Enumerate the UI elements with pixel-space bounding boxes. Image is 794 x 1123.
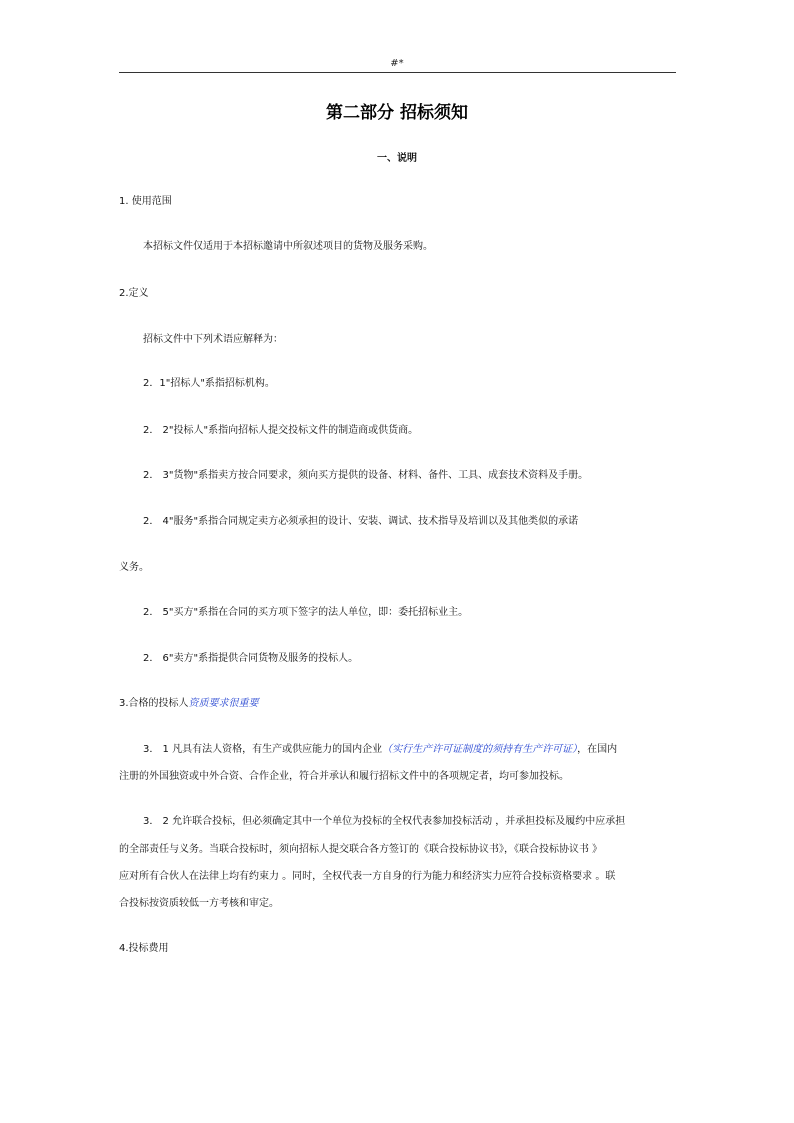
clause-3-1 — [143, 743, 617, 757]
document-title: 第二部分 招标须知 — [326, 103, 468, 123]
clause-3-heading — [119, 697, 259, 711]
clause-2-1: 2．1"招标人"系指招标机构。 — [143, 378, 275, 389]
clause-3-1-continued: 注册的外国独资或中外合资、合作企业，符合并承认和履行招标文件中的各项规定者，均可参加投标。 — [119, 771, 569, 782]
clause-2-5: 2． 5"买方"系指在合同的买方项下签字的法人单位，即：委托招标业主。 — [143, 607, 469, 618]
clause-2-intro: 招标文件中下列术语应解释为： — [143, 334, 283, 345]
header-divider — [119, 72, 676, 73]
clause-3-2-line-2: 的全部责任与义务。当联合投标时，须向招标人提交联合各方签订的《联合投标协议书》，《联合投标协议书 》 — [119, 844, 603, 855]
clause-3-2-line-1: 3． 2 允许联合投标，但必须确定其中一个单位为投标的全权代表参加投标活动 ，并承担投标及履约中应承担 — [143, 816, 626, 827]
clause-2-4-continued: 义务。 — [119, 562, 149, 573]
clause-3-2-line-3: 应对所有合伙人在法律上均有约束力 。同时，全权代表一方自身的行为能力和经济实力应符合投标资格要求 。联 — [119, 871, 616, 882]
clause-3-1-text: 3． 1 凡具有法人资格，有生产或供应能力的国内企业 — [143, 744, 383, 755]
clause-3-2-line-4: 合投标按资质较低一方考核和审定。 — [119, 898, 279, 909]
clause-3-1-note: （实行生产许可证制度的须持有生产许可证） — [382, 744, 578, 755]
clause-3-heading-note: 资质要求很重要 — [188, 698, 259, 709]
clause-4-heading: 4.投标费用 — [119, 943, 169, 954]
page-header-mark: #* — [390, 58, 404, 69]
clause-1-heading: 1. 使用范围 — [119, 196, 172, 207]
clause-2-6: 2． 6"卖方"系指提供合同货物及服务的投标人。 — [143, 653, 359, 664]
clause-2-heading: 2.定义 — [119, 288, 149, 299]
clause-1-text: 本招标文件仅适用于本招标邀请中所叙述项目的货物及服务采购。 — [143, 241, 433, 252]
clause-2-4: 2． 4"服务"系指合同规定卖方必须承担的设计、安装、调试、技术指导及培训以及其他类似的承诺 — [143, 516, 579, 527]
clause-2-3: 2． 3"货物"系指卖方按合同要求，须向买方提供的设备、材料、备件、工具、成套技术资料及手册。 — [143, 470, 589, 481]
section-heading: 一、说明 — [377, 153, 417, 164]
clause-3-heading-text: 3.合格的投标人 — [119, 698, 189, 709]
clause-2-2: 2． 2"投标人"系指向招标人提交投标文件的制造商或供货商。 — [143, 425, 419, 436]
clause-3-1-tail: ，在国内 — [577, 744, 618, 755]
